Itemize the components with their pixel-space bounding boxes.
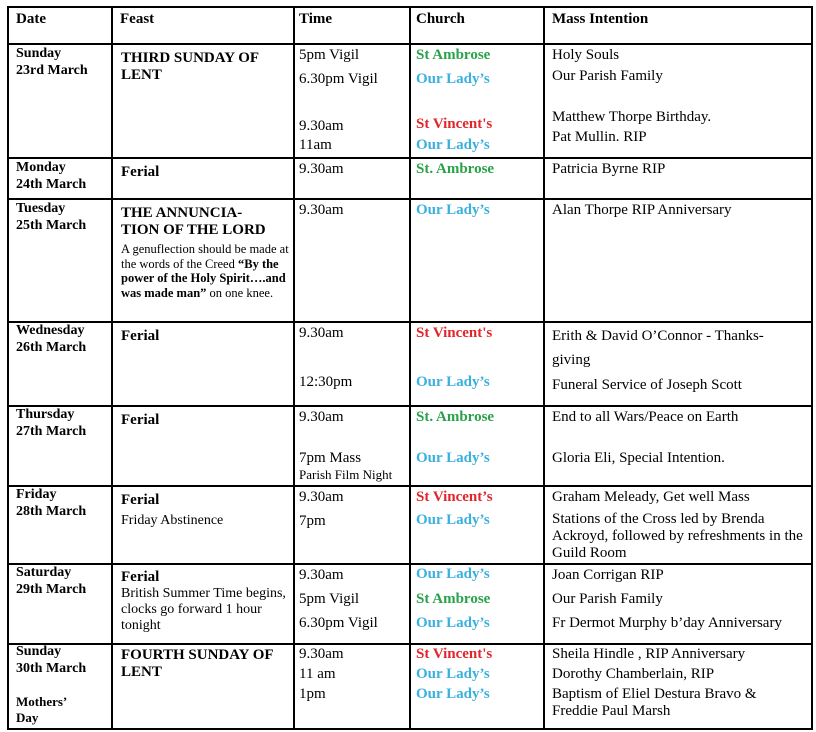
date-day: Thursday [16,407,75,422]
date-day: Monday [16,160,66,175]
feast-note: A genuflection should be made at the words of the Creed “By the power of the Holy Spirit….and was made man” on one knee. [121,242,289,300]
mass-time: 12:30pm [299,374,353,390]
church-our-ladys: Our Lady’s [416,137,490,153]
date-day: Wednesday [16,323,85,338]
church-our-ladys: Our Lady’s [416,512,490,528]
mass-time: 1pm [299,686,326,702]
mass-time: 6.30pm Vigil [299,71,378,87]
header-mass-intention: Mass Intention [552,11,649,27]
church-our-ladys: Our Lady’s [416,566,490,582]
date-day: Saturday [16,565,72,580]
header-feast: Feast [120,11,155,27]
date-day: Friday [16,487,57,502]
mass-intention: Sheila Hindle , RIP Anniversary [552,646,746,662]
row-divider [7,157,813,159]
mass-intention: Stations of the Cross led by Brenda Ackroyd, followed by refreshments in the Guild Room [552,511,803,561]
church-st-vincents: St Vincent’s [416,489,493,505]
mass-intention: Dorothy Chamberlain, RIP [552,666,715,682]
date-number: 29th March [16,582,87,597]
mass-time: 9.30am [299,325,344,341]
date-number: 24th March [16,177,87,192]
mass-time: 7pm [299,513,326,529]
feast-note: British Summer Time begins, clocks go forward 1 hour tonight [121,586,286,633]
mass-time: 9.30am [299,646,344,662]
church-our-ladys: Our Lady’s [416,374,490,390]
date-number: 26th March [16,340,87,355]
table-border-left [7,6,9,730]
date-day: Sunday [16,644,62,659]
mass-intention: Holy Souls [552,47,620,63]
row-divider [7,405,813,407]
feast-note: Friday Abstinence [121,513,224,528]
mass-time: 11 am [299,666,336,682]
mass-intention: Baptism of Eliel Destura Bravo & Freddie Paul Marsh [552,686,757,719]
church-our-ladys: Our Lady’s [416,615,490,631]
date-number: 25th March [16,218,87,233]
mass-intention: Our Parish Family [552,68,663,84]
row-divider [7,563,813,565]
mass-time: 5pm Vigil [299,591,360,607]
mass-time: 11am [299,137,332,153]
feast-title: Ferial [121,492,160,508]
header-church: Church [416,11,465,27]
church-st-ambrose: St Ambrose [416,591,491,607]
date-day: Sunday [16,46,62,61]
feast-title: FOURTH SUNDAY OF LENT [121,647,273,680]
mass-time: 7pm Mass [299,450,362,466]
mass-time: 9.30am [299,202,344,218]
table-border-top [7,6,813,8]
date-note: Day [16,710,39,725]
date-day: Tuesday [16,201,66,216]
mass-schedule-table [7,6,813,730]
feast-title: Ferial [121,412,160,428]
date-number: 30th March [16,661,87,676]
mass-time: 9.30am [299,567,344,583]
table-border-right [811,6,813,730]
church-st-vincents: St Vincent's [416,325,493,341]
date-number: 23rd March [16,63,88,78]
time-note: Parish Film Night [299,467,393,482]
column-divider [293,6,295,730]
date-note: Mothers’ [16,694,68,709]
mass-intention: Alan Thorpe RIP Anniversary [552,202,732,218]
header-date: Date [16,11,46,27]
church-st-ambrose: St. Ambrose [416,161,495,177]
mass-time: 5pm Vigil [299,47,360,63]
feast-title: Ferial [121,328,160,344]
mass-intention: Erith & David O’Connor - Thanks-giving [552,328,764,368]
feast-title: Ferial [121,569,160,585]
church-st-ambrose: St Ambrose [416,47,491,63]
church-our-ladys: Our Lady’s [416,686,490,702]
mass-time: 9.30am [299,409,344,425]
church-our-ladys: Our Lady’s [416,71,490,87]
row-divider [7,485,813,487]
feast-title: THIRD SUNDAY OF LENT [121,50,259,83]
column-divider [111,6,113,730]
mass-intention: Funeral Service of Joseph Scott [552,377,742,393]
header-time: Time [299,11,333,27]
church-our-ladys: Our Lady’s [416,450,490,466]
header-divider [7,43,813,45]
mass-intention: Pat Mullin. RIP [552,129,647,145]
church-st-vincents: St Vincent's [416,116,493,132]
date-number: 28th March [16,504,87,519]
mass-intention: Matthew Thorpe Birthday. [552,109,712,125]
feast-title: Ferial [121,164,160,180]
mass-time: 9.30am [299,118,344,134]
column-divider [409,6,411,730]
mass-time: 6.30pm Vigil [299,615,378,631]
mass-time: 9.30am [299,489,344,505]
church-our-ladys: Our Lady’s [416,202,490,218]
feast-title: TION OF THE LORD [121,222,266,238]
church-our-ladys: Our Lady’s [416,666,490,682]
mass-intention: Fr Dermot Murphy b’day Anniversary [552,615,782,631]
table-border-bottom [7,728,813,730]
date-number: 27th March [16,424,87,439]
church-st-vincents: St Vincent's [416,646,493,662]
mass-intention: Patricia Byrne RIP [552,161,666,177]
mass-time: 9.30am [299,161,344,177]
mass-intention: Graham Meleady, Get well Mass [552,489,750,505]
mass-intention: Our Parish Family [552,591,663,607]
row-divider [7,198,813,200]
mass-intention: Gloria Eli, Special Intention. [552,450,725,466]
church-st-ambrose: St. Ambrose [416,409,495,425]
mass-intention: Joan Corrigan RIP [552,567,664,583]
row-divider [7,321,813,323]
column-divider [543,6,545,730]
mass-intention: End to all Wars/Peace on Earth [552,409,739,425]
feast-title: THE ANNUNCIA- [121,205,243,221]
